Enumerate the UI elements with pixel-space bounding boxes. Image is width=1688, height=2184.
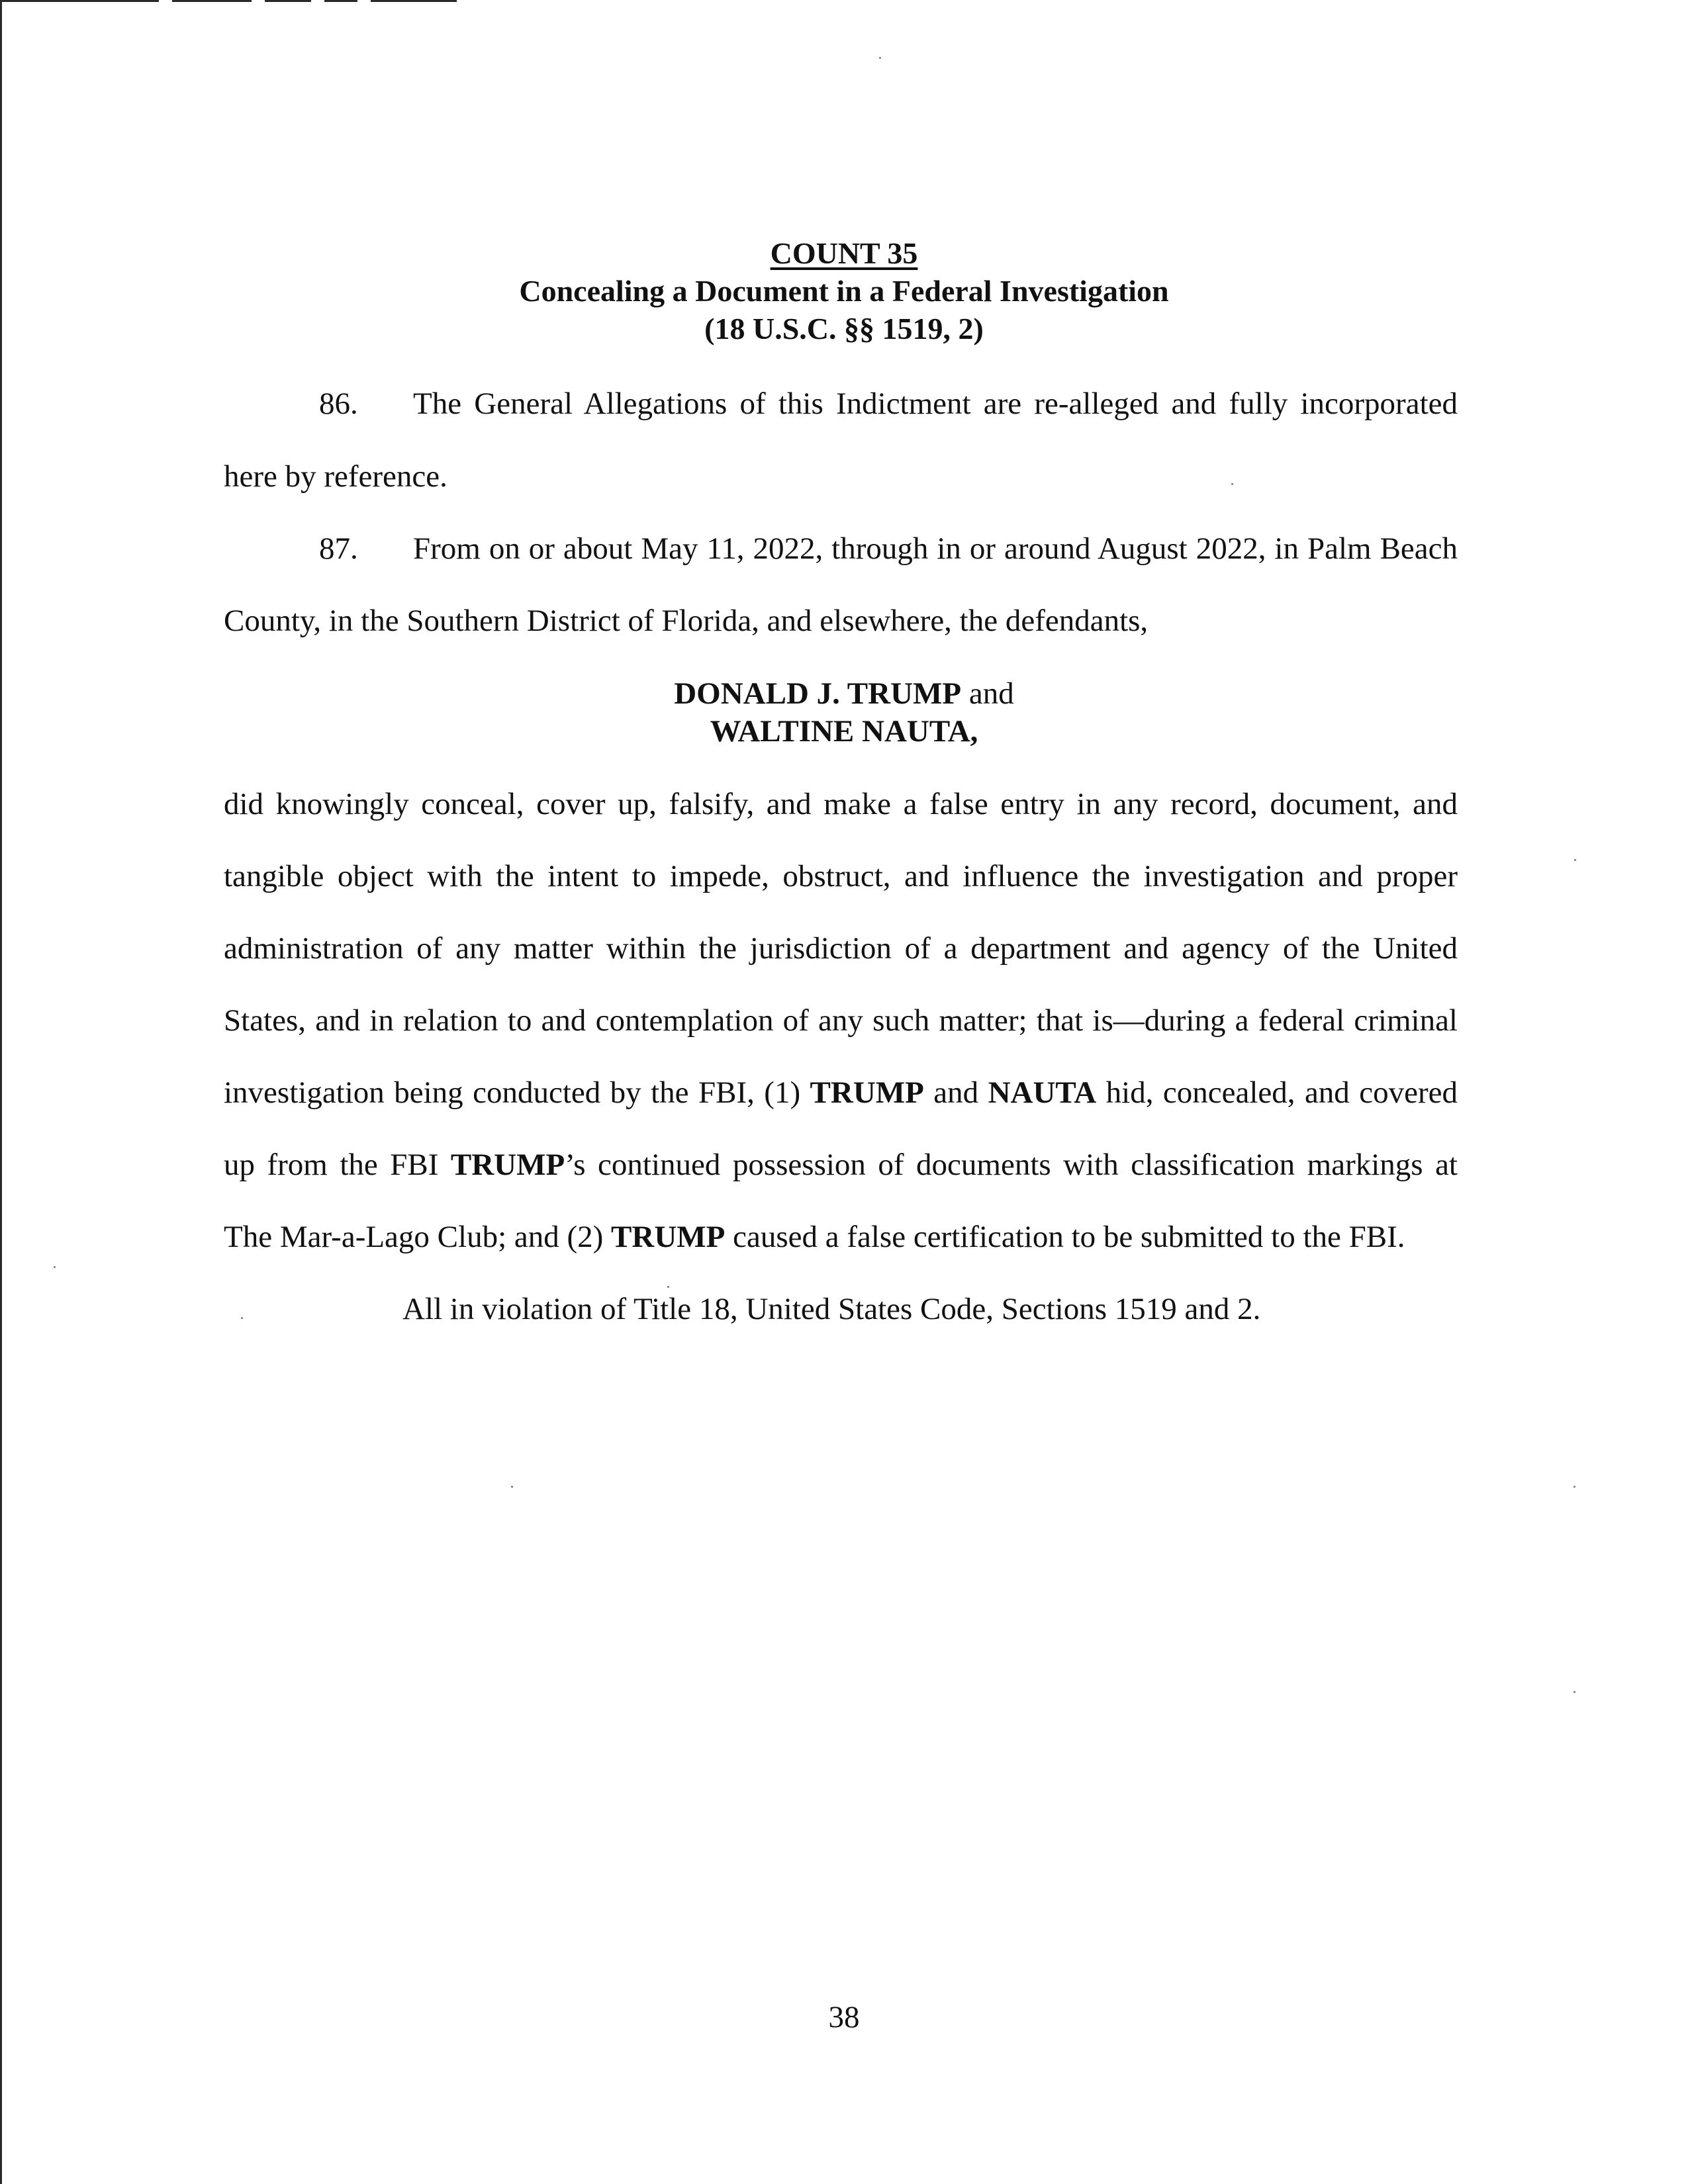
- paragraph-line: tangible object with the intent to impede, obstruct, and influence the investigation and proper: [224, 859, 1458, 893]
- scan-speck: [1573, 1691, 1575, 1693]
- paragraph-line: From on or about May 11, 2022, through in or around August 2022, in Palm Beach: [413, 531, 1458, 566]
- violation-statement: All in violation of Title 18, United States Code, Sections 1519 and 2.: [402, 1292, 1261, 1326]
- defendant-name: TRUMP: [450, 1148, 565, 1182]
- scan-speck: [1574, 859, 1576, 861]
- count-statute: (18 U.S.C. §§ 1519, 2): [704, 312, 984, 345]
- scan-speck: [1231, 483, 1233, 485]
- paragraph-line: up from the FBI TRUMP’s continued possession of documents with classification markings at: [224, 1148, 1458, 1182]
- scan-speck: [879, 57, 881, 59]
- paragraph-number: 87.: [319, 531, 358, 566]
- paragraph-line: administration of any matter within the jurisdiction of a department and agency of the United: [224, 931, 1458, 966]
- paragraph-line: The Mar-a-Lago Club; and (2) TRUMP caused a false certification to be submitted to the FBI.: [224, 1220, 1405, 1254]
- defendant-line-1: [0, 675, 1688, 712]
- conjunction: and: [961, 676, 1014, 711]
- defendant-name: NAUTA: [988, 1075, 1097, 1110]
- scan-speck: [667, 1286, 669, 1288]
- paragraph-line: States, and in relation to and contemplation of any such matter; that is—during a federal criminal: [224, 1003, 1458, 1038]
- defendant-name: TRUMP: [611, 1220, 726, 1254]
- paragraph-line: The General Allegations of this Indictment are re-alleged and fully incorporated: [413, 387, 1458, 421]
- defendant-name: DONALD J. TRUMP: [674, 676, 962, 711]
- paragraph-line: here by reference.: [224, 459, 447, 494]
- scan-border-top: [0, 0, 457, 2]
- scan-speck: [1573, 1486, 1575, 1488]
- paragraph-line: did knowingly conceal, cover up, falsify, and make a false entry in any record, document, and: [224, 787, 1458, 821]
- scan-speck: [241, 1317, 243, 1319]
- scan-speck: [54, 1266, 56, 1268]
- paragraph-line: County, in the Southern District of Florida, and elsewhere, the defendants,: [224, 604, 1149, 638]
- paragraph-line: investigation being conducted by the FBI, (1) TRUMP and NAUTA hid, concealed, and covered: [224, 1075, 1458, 1110]
- count-title: COUNT 35: [770, 236, 918, 270]
- defendant-name: TRUMP: [810, 1075, 924, 1110]
- count-subtitle: Concealing a Document in a Federal Investigation: [519, 274, 1169, 308]
- page-number: 38: [828, 2000, 860, 2034]
- scan-speck: [511, 1486, 513, 1488]
- paragraph-number: 86.: [319, 387, 358, 421]
- defendant-name: WALTINE NAUTA,: [710, 714, 978, 749]
